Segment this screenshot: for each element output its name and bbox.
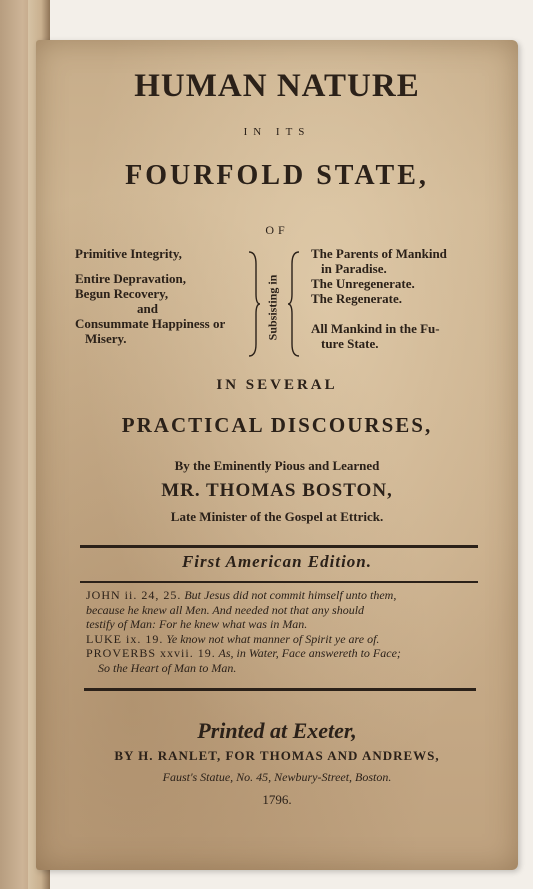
- printed-at: Printed at Exeter,: [197, 718, 357, 743]
- printer-address: Faust's Statue, No. 45, Newbury-Street, Boston.: [162, 770, 392, 784]
- state-item: The Parents of Mankind: [311, 246, 447, 261]
- scripture-line: LUKE ix. 19. Ye know not what manner of Spirit ye are of.: [86, 631, 380, 646]
- left-brace: [247, 250, 261, 358]
- scripture-epigraph: [86, 588, 484, 675]
- discourses-title: PRACTICAL DISCOURSES,: [121, 413, 433, 437]
- state-item: Entire Depravation,: [75, 271, 186, 286]
- discourses-heading: IN SEVERAL: [216, 377, 338, 393]
- rule-bottom-thick: [84, 688, 476, 691]
- state-item: The Unregenerate.: [311, 276, 415, 291]
- title-page: [36, 40, 518, 870]
- rule-under-edition: [80, 581, 478, 583]
- scripture-line: because he knew all Men. And needed not that any should: [86, 602, 365, 617]
- title-of: OF: [265, 223, 289, 237]
- author-byline: By the Eminently Pious and Learned: [174, 458, 380, 473]
- state-item: Consummate Happiness or: [75, 316, 226, 331]
- book-subtitle: FOURFOLD STATE,: [125, 160, 429, 191]
- state-item: Misery.: [85, 331, 127, 346]
- state-item: ture State.: [321, 336, 379, 351]
- state-item: Primitive Integrity,: [75, 246, 182, 261]
- printer-line: BY H. RANLET, FOR THOMAS AND ANDREWS,: [114, 748, 440, 763]
- scripture-line: PROVERBS xxvii. 19. As, in Water, Face answereth to Face;: [86, 646, 401, 660]
- subsisting-label: Subsisting in: [265, 274, 280, 340]
- right-brace: [287, 250, 301, 358]
- author-role: Late Minister of the Gospel at Ettrick.: [170, 509, 384, 524]
- state-item: The Regenerate.: [311, 291, 402, 306]
- scripture-line: So the Heart of Man to Man.: [98, 660, 237, 675]
- title-connector: IN ITS: [243, 126, 311, 138]
- scripture-line: testify of Man: For he knew what was in Man.: [86, 617, 308, 631]
- state-item: in Paradise.: [321, 261, 387, 276]
- publication-year: 1796.: [262, 792, 292, 807]
- state-item: and: [137, 301, 158, 316]
- author-name: MR. THOMAS BOSTON,: [161, 480, 393, 501]
- rule-top-thick: [80, 545, 478, 548]
- state-item: Begun Recovery,: [75, 286, 169, 301]
- states-list-right: [311, 246, 511, 351]
- book-title: HUMAN NATURE: [134, 68, 420, 104]
- edition-label: First American Edition.: [181, 552, 373, 571]
- scripture-line: JOHN ii. 24, 25. But Jesus did not commit himself unto them,: [86, 588, 397, 602]
- state-item: All Mankind in the Fu-: [311, 321, 440, 336]
